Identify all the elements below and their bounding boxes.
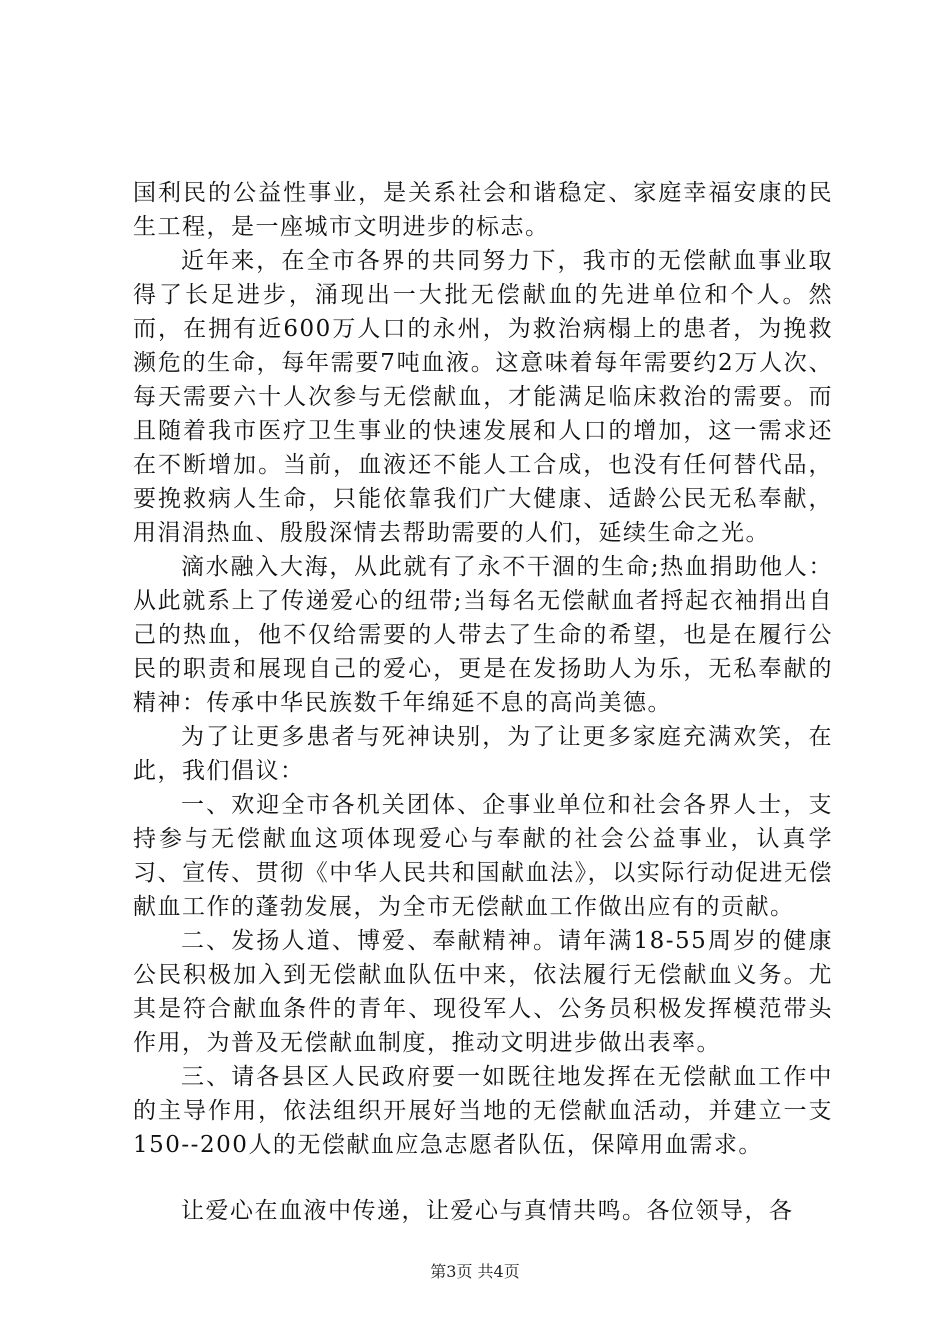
paragraph-proposal-two: 二、发扬人道、博爱、奉献精神。请年满18-55周岁的健康公民积极加入到无偿献血队伍中来，依法履行无偿献血义务。尤其是符合献血条件的青年、现役军人、公务员积极发挥模范带头作用，为普及无偿献血制度，推动文明进步做出表率。 xyxy=(133,928,833,1056)
paragraph-continuation: 国利民的公益性事业，是关系社会和谐稳定、家庭幸福安康的民生工程，是一座城市文明进步的标志。 xyxy=(133,180,833,240)
paragraph-proposal-three: 三、请各县区人民政府要一如既往地发挥在无偿献血工作中的主导作用，依法组织开展好当地的无偿献血活动，并建立一支150--200人的无偿献血应急志愿者队伍，保障用血需求。 xyxy=(133,1064,833,1158)
paragraph-water-drop: 滴水融入大海，从此就有了永不干涸的生命;热血捐助他人：从此就系上了传递爱心的纽带;当每名无偿献血者捋起衣袖捐出自己的热血，他不仅给需要的人带去了生命的希望，也是在履行公民的职责和展现自己的爱心，更是在发扬助人为乐，无私奉献的精神：传承中华民族数千年绵延不息的高尚美德。 xyxy=(133,554,833,716)
page-number-label: 第3页 共4页 xyxy=(430,1262,520,1281)
paragraph-closing: 让爱心在血液中传递，让爱心与真情共鸣。各位领导，各 xyxy=(181,1198,794,1224)
paragraph-proposal-one: 一、欢迎全市各机关团体、企事业单位和社会各界人士，支持参与无偿献血这项体现爱心与奉献的社会公益事业，认真学习、宣传、贯彻《中华人民共和国献血法》，以实际行动促进无偿献血工作的蓬勃发展，为全市无偿献血工作做出应有的贡献。 xyxy=(133,792,833,920)
paragraph-recent-years: 近年来，在全市各界的共同努力下，我市的无偿献血事业取得了长足进步，涌现出一大批无偿献血的先进单位和个人。然而，在拥有近600万人口的永州，为救治病榻上的患者，为挽救濒危的生命，每年需要7吨血液。这意味着每年需要约2万人次、每天需要六十人次参与无偿献血，才能满足临床救治的需要。而且随着我市医疗卫生事业的快速发展和人口的增加，这一需求还在不断增加。当前，血液还不能人工合成，也没有任何替代品，要挽救病人生命，只能依靠我们广大健康、适龄公民无私奉献，用涓涓热血、殷殷深情去帮助需要的人们，延续生命之光。 xyxy=(133,248,833,546)
paragraph-proposal-intro: 为了让更多患者与死神诀别，为了让更多家庭充满欢笑，在此，我们倡议： xyxy=(133,724,833,784)
page-footer xyxy=(0,1262,950,1282)
document-body xyxy=(133,176,833,1228)
